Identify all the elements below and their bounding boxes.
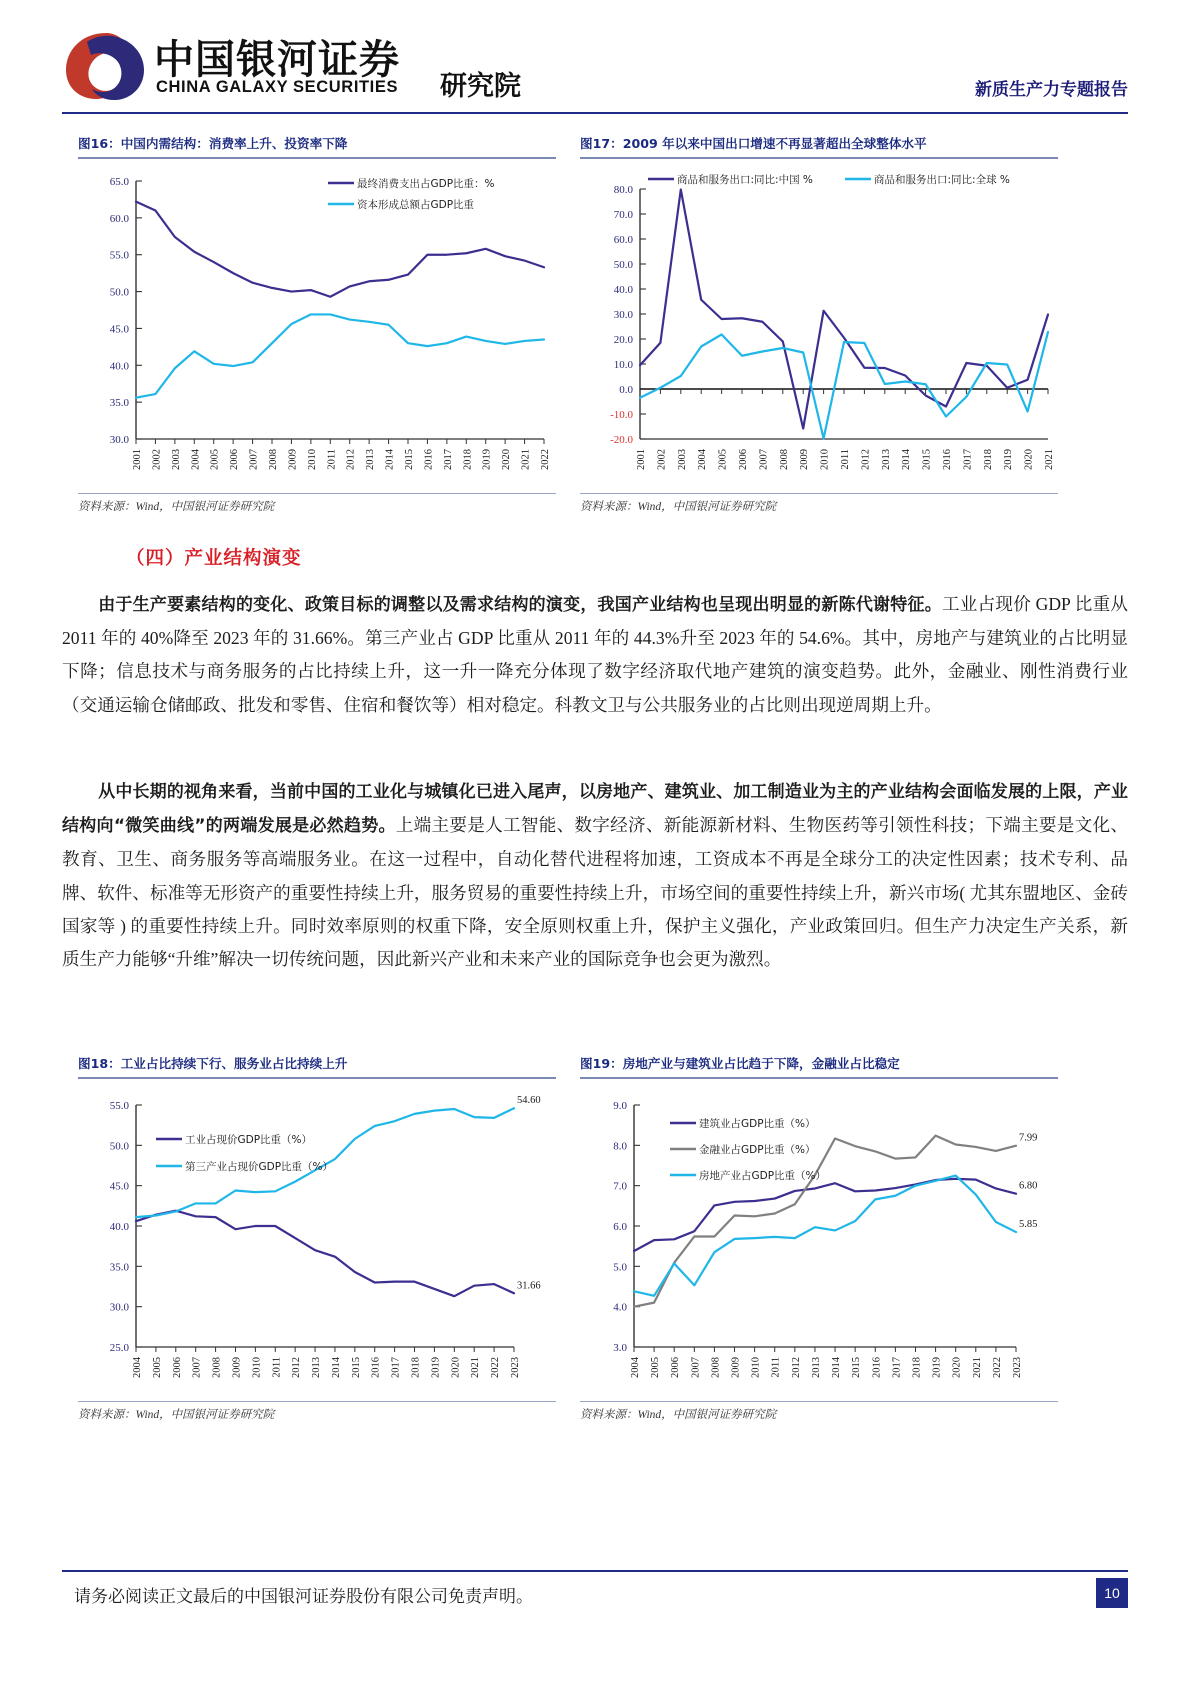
x-axis-tick-label: 2011 [271,1356,283,1378]
figure-18-source-rule [78,1401,556,1402]
x-axis-tick-label: 2015 [350,1356,362,1378]
legend-label: 第三产业占现价GDP比重（%） [185,1160,334,1173]
x-axis-tick-label: 2008 [710,1356,722,1378]
x-axis-tick-label: 2006 [171,1356,183,1378]
x-axis-tick-label: 2013 [810,1356,822,1378]
x-axis-tick-label: 2010 [819,448,831,470]
x-axis-tick-label: 2020 [501,448,513,470]
x-axis-tick-label: 2012 [291,1356,303,1378]
x-axis-tick-label: 2015 [404,448,415,470]
series-end-value-label: 54.60 [517,1094,541,1106]
x-axis-tick-label: 2016 [370,1356,382,1378]
figure-19-title: 图19：房地产业与建筑业占比趋于下降，金融业占比稳定 [580,1056,900,1071]
legend-label: 金融业占GDP比重（%） [699,1143,816,1156]
x-axis-tick-label: 2004 [697,448,709,470]
x-axis-tick-label: 2002 [656,448,668,470]
y-axis-tick-label: 25.0 [109,1341,129,1354]
series-line [634,1175,1016,1295]
y-axis-tick-label: 45.0 [109,1180,129,1193]
x-axis-tick-label: 2011 [840,448,851,470]
x-axis-tick-label: 2019 [481,448,493,470]
y-axis-tick-label: 65.0 [109,175,129,188]
y-axis-tick-label: 50.0 [109,1139,129,1152]
x-axis-tick-label: 2007 [758,448,770,470]
x-axis-tick-label: 2018 [410,1356,422,1378]
y-axis-tick-label: 30.0 [613,308,633,321]
x-axis-tick-label: 2003 [170,448,182,470]
footer-disclaimer: 请务必阅读正文最后的中国银河证券股份有限公司免责声明。 [74,1587,533,1607]
series-end-value-label: 7.99 [1019,1132,1038,1144]
y-axis-tick-label: 0.0 [619,383,633,396]
figure-16 [78,133,556,514]
x-axis-tick-label: 2005 [650,1356,662,1378]
y-axis-tick-label: 45.0 [109,322,129,335]
x-axis-tick-label: 2015 [851,1356,863,1378]
x-axis-tick-label: 2018 [982,448,994,470]
x-axis-tick-label: 2005 [717,448,729,470]
paragraph-1-bold: 由于生产要素结构的变化、政策目标的调整以及需求结构的演变，我国产业结构也呈现出明显的新陈代谢特征。 [98,595,942,615]
galaxy-logo-mark [62,30,148,102]
figure-19-plot [580,1079,1058,1401]
legend-label: 房地产业占GDP比重（%） [699,1169,827,1182]
page-number: 10 [1096,1578,1128,1608]
legend-label: 工业占现价GDP比重（%） [185,1133,313,1146]
x-axis-tick-label: 2014 [330,1356,342,1378]
x-axis-tick-label: 2012 [790,1356,802,1378]
figure-16-source-rule [78,493,556,494]
x-axis-tick-label: 2013 [880,448,892,470]
x-axis-tick-label: 2016 [871,1356,883,1378]
x-axis-tick-label: 2007 [248,448,260,470]
y-axis-tick-label: 50.0 [613,258,633,271]
x-axis-tick-label: 2012 [345,448,357,470]
company-logo [62,26,521,104]
series-end-value-label: 31.66 [517,1279,541,1291]
y-axis-tick-label: 55.0 [109,249,129,262]
x-axis-tick-label: 2022 [490,1356,502,1378]
series-end-value-label: 5.85 [1019,1218,1038,1230]
report-title: 新质生产力专题报告 [975,80,1128,100]
header-divider [62,112,1128,114]
x-axis-tick-label: 2014 [831,1356,843,1378]
x-axis-tick-label: 2004 [132,1356,143,1378]
series-line [136,1210,514,1296]
y-axis-tick-label: 70.0 [613,208,633,221]
x-axis-tick-label: 2010 [750,1356,762,1378]
paragraph-1-rest: 工业占现价 GDP 比重从 2011 年的 40%降至 2023 年的 31.66%。第三产业占 GDP 比重从 2011 年的 44.3%升至 2023 年的 54.6%。其中，房地产与建筑业的占比明显下降；信息技术与商务服务的占比持续上升，这一升一降充分体现了数字经济取代地产建筑的演变趋势。此外，金融业、刚性消费行业（交通运输仓储邮政、批发和零售、住宿和餐饮等）相对稳定。科教文卫与公共服务业的占比则出现逆周期上升。 [62,594,1128,715]
x-axis-tick-label: 2006 [738,448,749,470]
figure-18-plot [78,1079,556,1401]
paragraph-2-bold: 从中长期的视角来看，当前中国的工业化与城镇化已进入尾声，以房地产、建筑业、加工制造业为主的产业结构会面临发展的上限，产业结构向“微笑曲线”的两端发展是必然趋势。 [62,782,1128,837]
x-axis-tick-label: 2001 [636,448,647,470]
x-axis-tick-label: 2017 [390,1356,402,1378]
page-header [0,0,1190,118]
x-axis-tick-label: 2008 [778,448,790,470]
y-axis-tick-label: 40.0 [109,1220,129,1233]
y-axis-tick-label: 7.0 [613,1180,627,1193]
x-axis-tick-label: 2004 [190,448,202,470]
x-axis-tick-label: 2013 [311,1356,323,1378]
figure-16-plot [78,159,556,493]
paragraph-1 [62,588,1128,722]
x-axis-tick-label: 2009 [799,448,811,470]
x-axis-tick-label: 2009 [287,448,299,470]
x-axis-tick-label: 2021 [520,448,532,470]
series-end-value-label: 6.80 [1019,1180,1038,1192]
x-axis-tick-label: 2015 [921,448,933,470]
x-axis-tick-label: 2006 [229,448,241,470]
paragraph-2 [62,775,1128,976]
footer-divider [62,1570,1128,1572]
x-axis-tick-label: 2018 [462,448,474,470]
logo-institute-name: 研究院 [440,71,521,102]
x-axis-tick-label: 2020 [1023,448,1035,470]
x-axis-tick-label: 2022 [991,1356,1003,1378]
series-line [136,314,544,397]
paragraph-2-rest: 上端主要是人工智能、数字经济、新能源新材料、生物医药等引领性科技；下端主要是文化、教育、卫生、商务服务等高端服务业。在这一过程中，自动化替代进程将加速，工资成本不再是全球分工的决定性因素；技术专利、品牌、软件、标准等无形资产的重要性持续上升，服务贸易的重要性持续上升，市场空间的重要性持续上升，新兴市场( 尤其东盟地区、金砖国家等 ) 的重要性持续上升。同时效率原则的权重下降，安全原则权重上升，保护主义强化，产业政策回归。但生产力决定生产关系，新质生产力能够“升维”解决一切传统问题，因此新兴产业和未来产业的国际竞争也会更为激烈。 [62,815,1128,970]
x-axis-tick-label: 2014 [901,448,913,470]
x-axis-tick-label: 2013 [365,448,377,470]
logo-english-name: CHINA GALAXY SECURITIES [156,78,399,96]
x-axis-tick-label: 2001 [132,448,143,470]
y-axis-tick-label: 35.0 [109,1260,129,1273]
y-axis-tick-label: 35.0 [109,396,129,409]
series-line [136,201,544,296]
x-axis-tick-label: 2008 [211,1356,223,1378]
y-axis-tick-label: 55.0 [109,1099,129,1112]
x-axis-tick-label: 2019 [1003,448,1015,470]
x-axis-tick-label: 2021 [470,1356,482,1378]
x-axis-tick-label: 2006 [670,1356,682,1378]
legend-label: 建筑业占GDP比重（%） [699,1117,816,1130]
x-axis-tick-label: 2008 [268,448,279,470]
x-axis-tick-label: 2019 [430,1356,442,1378]
x-axis-tick-label: 2016 [423,448,435,470]
legend-label: 商品和服务出口:同比:中国 % [677,173,813,186]
y-axis-tick-label: 8.0 [613,1139,627,1152]
x-axis-tick-label: 2021 [1044,448,1055,470]
x-axis-tick-label: 2014 [384,448,396,470]
figure-18-title: 图18：工业占比持续下行、服务业占比持续上升 [78,1056,348,1071]
x-axis-tick-label: 2009 [231,1356,243,1378]
y-axis-tick-label: 40.0 [613,283,633,296]
section-heading: （四）产业结构演变 [126,548,302,569]
x-axis-tick-label: 2019 [931,1356,943,1378]
y-axis-tick-label: 40.0 [109,359,129,372]
figure-19 [580,1053,1058,1422]
legend-label: 最终消费支出占GDP比重：% [357,177,495,190]
x-axis-tick-label: 2011 [770,1356,782,1378]
x-axis-tick-label: 2020 [450,1356,462,1378]
y-axis-tick-label: 5.0 [613,1260,627,1273]
figure-17-title: 图17：2009 年以来中国出口增速不再显著超出全球整体水平 [580,136,927,151]
x-axis-tick-label: 2012 [860,448,872,470]
figure-18-source: 资料来源：Wind，中国银河证券研究院 [78,1408,275,1421]
y-axis-tick-label: 6.0 [613,1220,627,1233]
y-axis-tick-label: 60.0 [613,233,633,246]
x-axis-tick-label: 2017 [962,448,974,470]
x-axis-tick-label: 2021 [971,1356,983,1378]
figure-19-source: 资料来源：Wind，中国银河证券研究院 [580,1408,777,1421]
x-axis-tick-label: 2005 [209,448,221,470]
x-axis-tick-label: 2010 [251,1356,263,1378]
x-axis-tick-label: 2016 [942,448,953,470]
x-axis-tick-label: 2018 [911,1356,923,1378]
x-axis-tick-label: 2009 [730,1356,742,1378]
figure-17-source: 资料来源：Wind，中国银河证券研究院 [580,500,777,513]
x-axis-tick-label: 2023 [510,1356,521,1378]
figure-17 [580,133,1058,514]
logo-chinese-name: 中国银河证券 [154,37,400,83]
figure-16-title: 图16：中国内需结构：消费率上升、投资率下降 [78,136,348,151]
x-axis-tick-label: 2020 [951,1356,963,1378]
x-axis-tick-label: 2023 [1012,1356,1023,1378]
x-axis-tick-label: 2005 [151,1356,163,1378]
x-axis-tick-label: 2003 [676,448,688,470]
y-axis-tick-label: 3.0 [613,1341,627,1354]
y-axis-tick-label: 30.0 [109,433,129,446]
y-axis-tick-label: 9.0 [613,1099,627,1112]
y-axis-tick-label: 30.0 [109,1301,129,1314]
x-axis-tick-label: 2002 [151,448,163,470]
legend-label: 资本形成总额占GDP比重 [357,198,475,211]
y-axis-tick-label: -10.0 [610,408,633,421]
figure-17-source-rule [580,493,1058,494]
y-axis-tick-label: 60.0 [109,212,129,225]
series-line [640,332,1048,439]
x-axis-tick-label: 2017 [891,1356,903,1378]
y-axis-tick-label: 10.0 [613,358,633,371]
x-axis-tick-label: 2007 [690,1356,702,1378]
x-axis-tick-label: 2022 [540,448,551,470]
figure-19-source-rule [580,1401,1058,1402]
x-axis-tick-label: 2011 [326,448,338,470]
x-axis-tick-label: 2017 [442,448,454,470]
legend-label: 商品和服务出口:同比:全球 % [874,173,1010,186]
x-axis-tick-label: 2007 [191,1356,203,1378]
y-axis-tick-label: 50.0 [109,286,129,299]
figure-17-plot [580,159,1058,493]
x-axis-tick-label: 2010 [306,448,318,470]
y-axis-tick-label: 4.0 [613,1301,627,1314]
figure-18 [78,1053,556,1422]
y-axis-tick-label: 80.0 [613,183,633,196]
x-axis-tick-label: 2004 [630,1356,641,1378]
y-axis-tick-label: 20.0 [613,333,633,346]
y-axis-tick-label: -20.0 [610,433,633,446]
figure-16-source: 资料来源：Wind，中国银河证券研究院 [78,500,275,513]
